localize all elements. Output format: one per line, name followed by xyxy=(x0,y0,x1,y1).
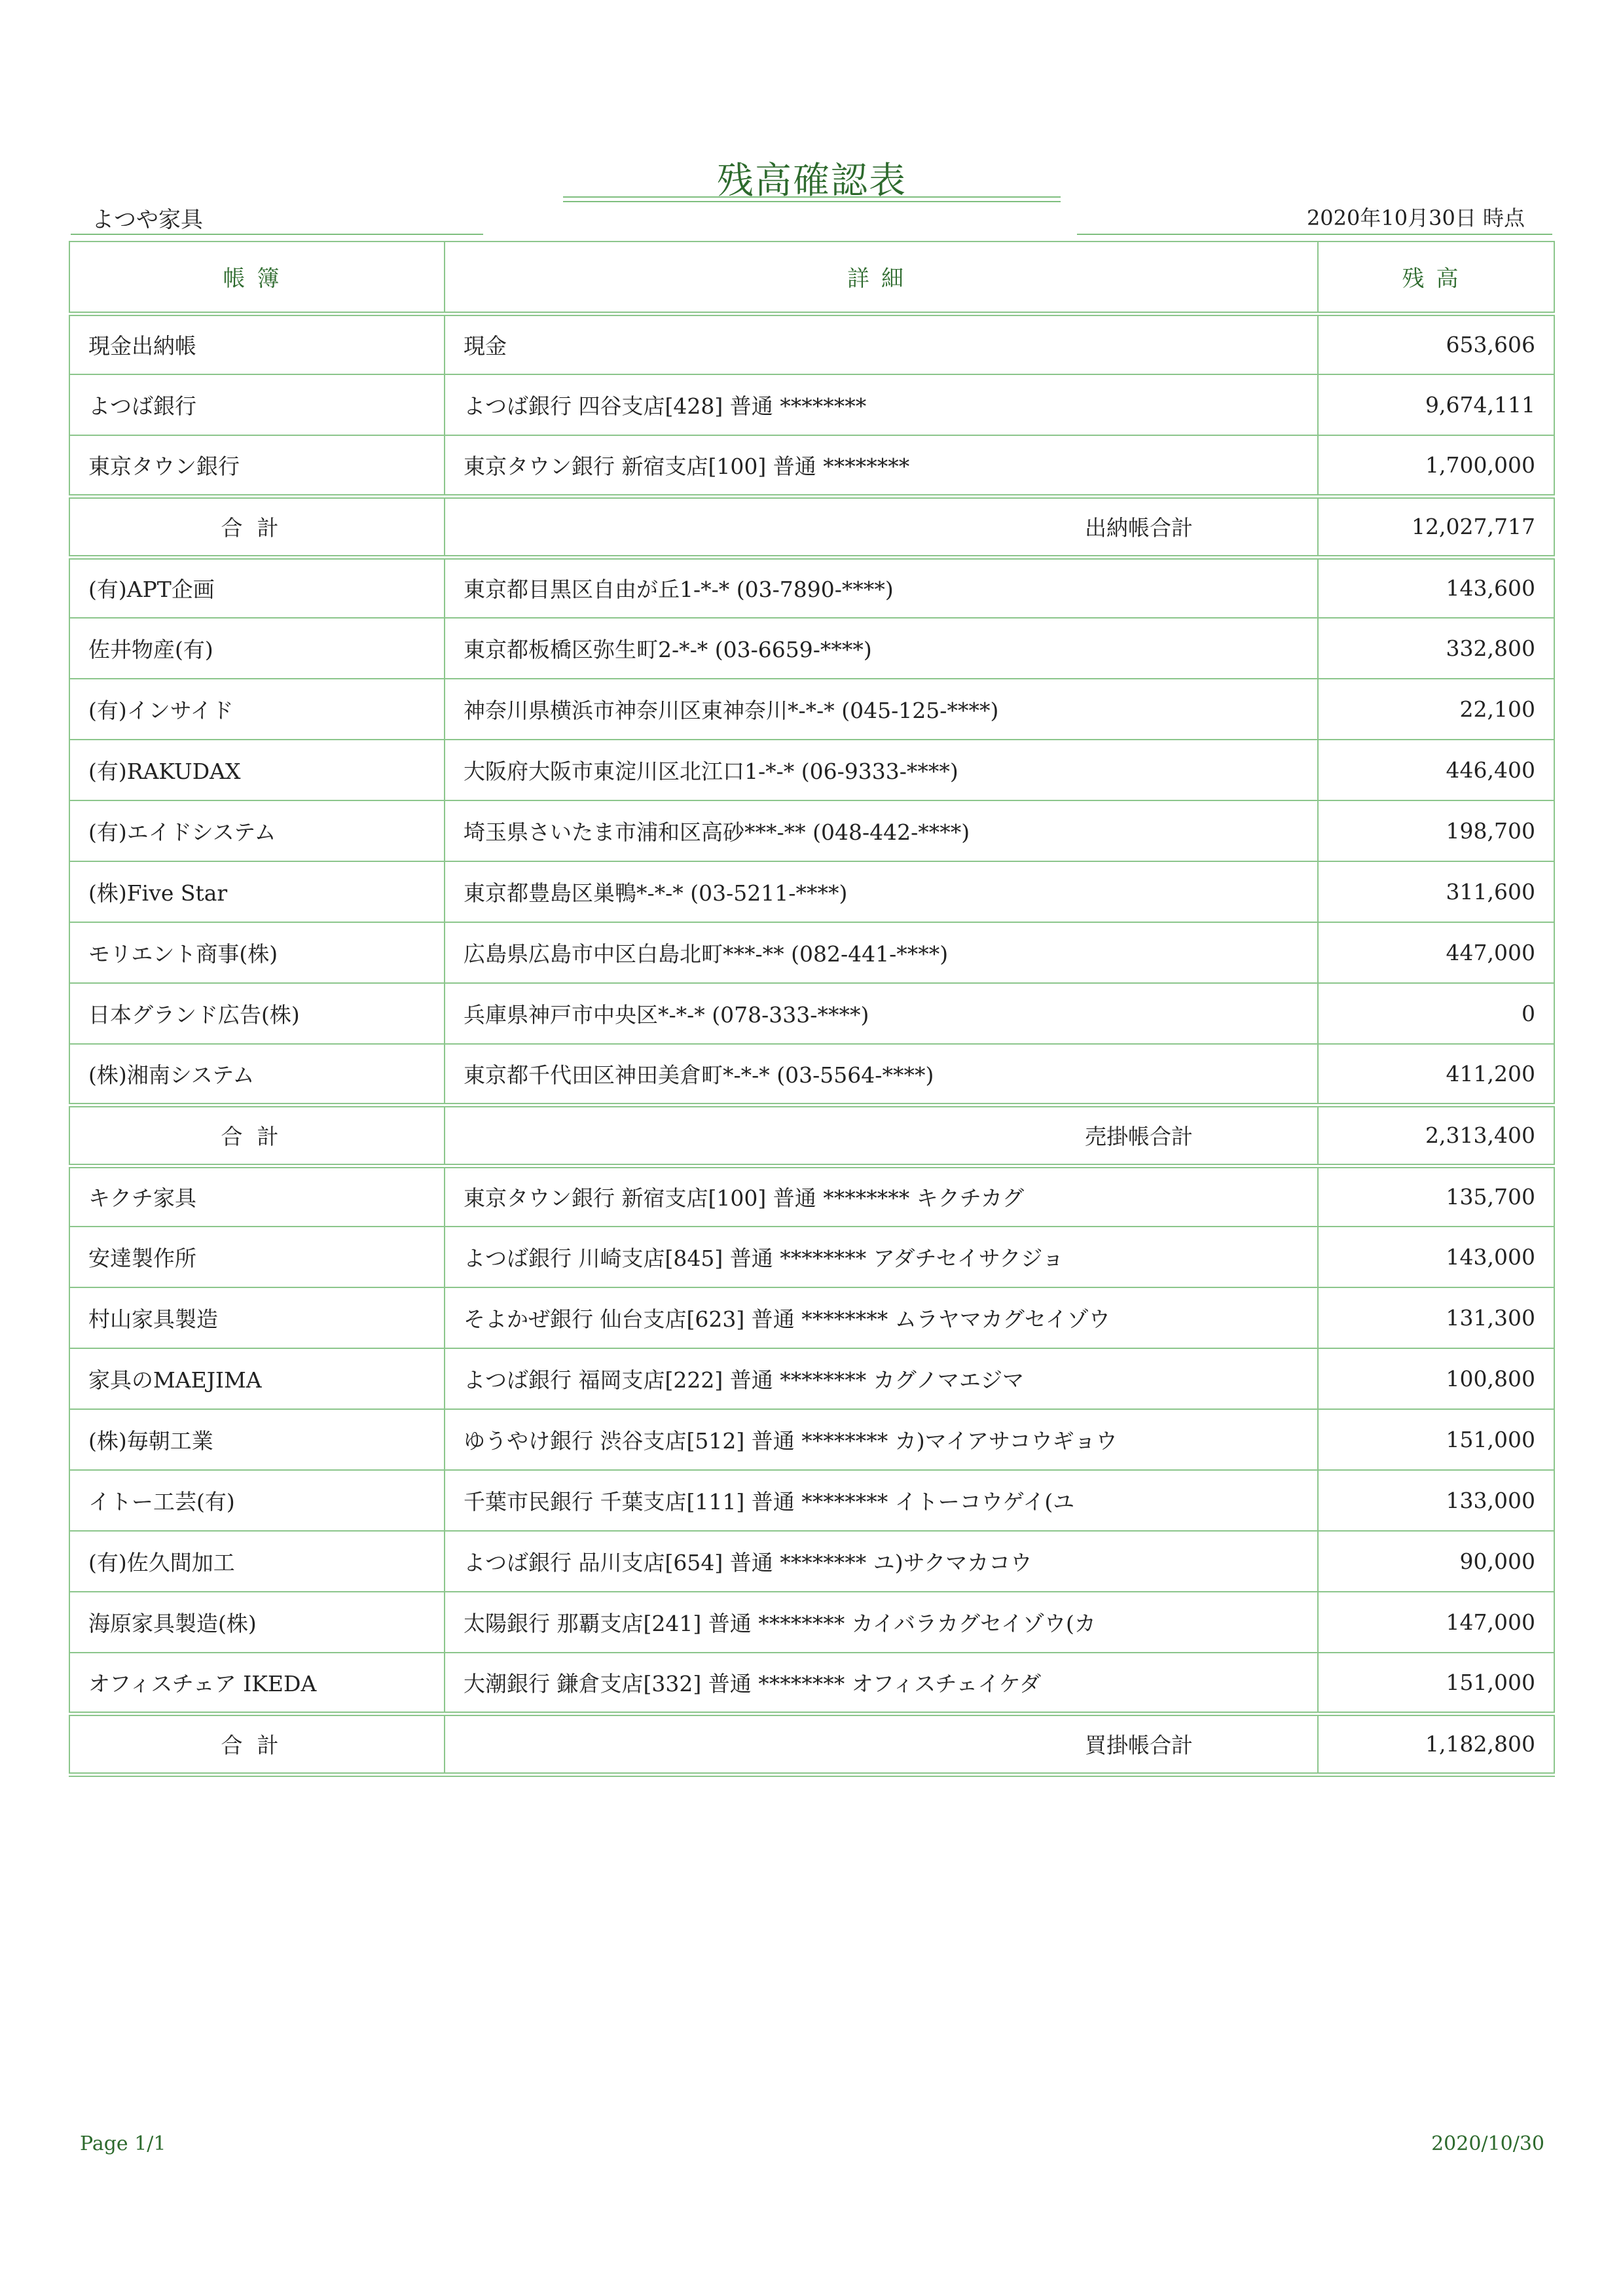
cell-detail: 太陽銀行 那覇支店[241] 普通 ******** カイバラカグセイゾウ(カ xyxy=(445,1592,1318,1653)
column-header-balance: 残高 xyxy=(1318,242,1554,314)
total-detail-label: 買掛帳合計 xyxy=(445,1713,1318,1774)
cell-detail: よつば銀行 品川支店[654] 普通 ******** ユ)サクマカコウ xyxy=(445,1531,1318,1592)
cell-ledger: 日本グランド広告(株) xyxy=(69,983,445,1044)
cell-ledger: (株)Five Star xyxy=(69,861,445,922)
cell-balance: 9,674,111 xyxy=(1318,374,1554,435)
cell-detail: 千葉市民銀行 千葉支店[111] 普通 ******** イトーコウゲイ(ユ xyxy=(445,1470,1318,1531)
table-row xyxy=(69,618,1554,679)
table-row xyxy=(69,861,1554,922)
cell-ledger: キクチ家具 xyxy=(69,1166,445,1227)
table-row xyxy=(69,922,1554,983)
table-row xyxy=(69,314,1554,374)
cell-balance: 411,200 xyxy=(1318,1044,1554,1105)
cell-detail: 東京都豊島区巣鴨*-*-* (03-5211-****) xyxy=(445,861,1318,922)
cell-detail: 東京都目黒区自由が丘1-*-* (03-7890-****) xyxy=(445,557,1318,618)
cell-ledger: よつば銀行 xyxy=(69,374,445,435)
cell-balance: 100,800 xyxy=(1318,1348,1554,1409)
cell-balance: 135,700 xyxy=(1318,1166,1554,1227)
table-row xyxy=(69,374,1554,435)
total-label: 合計 xyxy=(69,1713,445,1774)
cell-ledger: (有)エイドシステム xyxy=(69,800,445,861)
table-body xyxy=(69,314,1554,1774)
cell-detail: そよかぜ銀行 仙台支店[623] 普通 ******** ムラヤマカグセイゾウ xyxy=(445,1287,1318,1348)
table-row xyxy=(69,1044,1554,1105)
table-row xyxy=(69,1227,1554,1287)
table-row xyxy=(69,1531,1554,1592)
cell-ledger: (有)APT企画 xyxy=(69,557,445,618)
total-balance: 12,027,717 xyxy=(1318,496,1554,557)
total-row xyxy=(69,1105,1554,1166)
cell-balance: 198,700 xyxy=(1318,800,1554,861)
page-number: Page 1/1 xyxy=(80,2132,166,2155)
cell-balance: 90,000 xyxy=(1318,1531,1554,1592)
cell-balance: 332,800 xyxy=(1318,618,1554,679)
balance-table xyxy=(69,241,1555,1777)
cell-detail: 東京都板橋区弥生町2-*-* (03-6659-****) xyxy=(445,618,1318,679)
table-row xyxy=(69,800,1554,861)
table-row xyxy=(69,740,1554,800)
cell-balance: 143,600 xyxy=(1318,557,1554,618)
total-row xyxy=(69,1713,1554,1774)
table-row xyxy=(69,1653,1554,1713)
cell-detail: よつば銀行 四谷支店[428] 普通 ******** xyxy=(445,374,1318,435)
cell-balance: 311,600 xyxy=(1318,861,1554,922)
total-balance: 2,313,400 xyxy=(1318,1105,1554,1166)
cell-detail: 東京都千代田区神田美倉町*-*-* (03-5564-****) xyxy=(445,1044,1318,1105)
cell-ledger: 現金出納帳 xyxy=(69,314,445,374)
cell-balance: 131,300 xyxy=(1318,1287,1554,1348)
total-label: 合計 xyxy=(69,496,445,557)
cell-detail: 大阪府大阪市東淀川区北江口1-*-* (06-9333-****) xyxy=(445,740,1318,800)
cell-detail: 兵庫県神戸市中央区*-*-* (078-333-****) xyxy=(445,983,1318,1044)
cell-detail: 東京タウン銀行 新宿支店[100] 普通 ******** キクチカグ xyxy=(445,1166,1318,1227)
cell-detail: 広島県広島市中区白島北町***-** (082-441-****) xyxy=(445,922,1318,983)
cell-detail: よつば銀行 福岡支店[222] 普通 ******** カグノマエジマ xyxy=(445,1348,1318,1409)
page-title: 残高確認表 xyxy=(717,160,907,202)
cell-balance: 151,000 xyxy=(1318,1653,1554,1713)
footer-date: 2020/10/30 xyxy=(1431,2132,1544,2155)
cell-balance: 446,400 xyxy=(1318,740,1554,800)
cell-detail: よつば銀行 川崎支店[845] 普通 ******** アダチセイサクジョ xyxy=(445,1227,1318,1287)
cell-detail: 埼玉県さいたま市浦和区高砂***-** (048-442-****) xyxy=(445,800,1318,861)
cell-ledger: 海原家具製造(株) xyxy=(69,1592,445,1653)
cell-balance: 447,000 xyxy=(1318,922,1554,983)
cell-detail: 東京タウン銀行 新宿支店[100] 普通 ******** xyxy=(445,435,1318,496)
cell-balance: 653,606 xyxy=(1318,314,1554,374)
cell-ledger: 東京タウン銀行 xyxy=(69,435,445,496)
column-header-ledger: 帳簿 xyxy=(69,242,445,314)
cell-detail: ゆうやけ銀行 渋谷支店[512] 普通 ******** カ)マイアサコウギョウ xyxy=(445,1409,1318,1470)
table-row xyxy=(69,679,1554,740)
title-underline xyxy=(563,196,1061,198)
table-row xyxy=(69,983,1554,1044)
table-row xyxy=(69,1592,1554,1653)
total-label: 合計 xyxy=(69,1105,445,1166)
cell-balance: 133,000 xyxy=(1318,1470,1554,1531)
company-underline xyxy=(71,234,483,235)
cell-ledger: (有)佐久間加工 xyxy=(69,1531,445,1592)
cell-balance: 147,000 xyxy=(1318,1592,1554,1653)
cell-balance: 22,100 xyxy=(1318,679,1554,740)
cell-detail: 大潮銀行 鎌倉支店[332] 普通 ******** オフィスチェイケダ xyxy=(445,1653,1318,1713)
company-name: よつや家具 xyxy=(92,207,203,233)
cell-ledger: (有)インサイド xyxy=(69,679,445,740)
cell-balance: 1,700,000 xyxy=(1318,435,1554,496)
as-of-date: 2020年10月30日 時点 xyxy=(1306,206,1525,230)
table-row xyxy=(69,1348,1554,1409)
cell-detail: 現金 xyxy=(445,314,1318,374)
table-row xyxy=(69,1166,1554,1227)
cell-ledger: 佐井物産(有) xyxy=(69,618,445,679)
cell-ledger: モリエント商事(株) xyxy=(69,922,445,983)
table-row xyxy=(69,1287,1554,1348)
table-row xyxy=(69,1409,1554,1470)
table-row xyxy=(69,435,1554,496)
table-header-row xyxy=(69,242,1554,314)
total-balance: 1,182,800 xyxy=(1318,1713,1554,1774)
cell-ledger: (有)RAKUDAX xyxy=(69,740,445,800)
cell-ledger: 安達製作所 xyxy=(69,1227,445,1287)
cell-balance: 0 xyxy=(1318,983,1554,1044)
cell-ledger: オフィスチェア IKEDA xyxy=(69,1653,445,1713)
cell-ledger: (株)湘南システム xyxy=(69,1044,445,1105)
table-row xyxy=(69,1470,1554,1531)
column-header-detail: 詳細 xyxy=(445,242,1318,314)
cell-ledger: (株)毎朝工業 xyxy=(69,1409,445,1470)
title-underline-second xyxy=(563,201,1061,202)
as-of-underline xyxy=(1077,234,1552,235)
total-row xyxy=(69,496,1554,557)
cell-balance: 151,000 xyxy=(1318,1409,1554,1470)
table-row xyxy=(69,557,1554,618)
cell-balance: 143,000 xyxy=(1318,1227,1554,1287)
cell-ledger: イトー工芸(有) xyxy=(69,1470,445,1531)
cell-ledger: 家具のMAEJIMA xyxy=(69,1348,445,1409)
cell-ledger: 村山家具製造 xyxy=(69,1287,445,1348)
cell-detail: 神奈川県横浜市神奈川区東神奈川*-*-* (045-125-****) xyxy=(445,679,1318,740)
total-detail-label: 出納帳合計 xyxy=(445,496,1318,557)
total-detail-label: 売掛帳合計 xyxy=(445,1105,1318,1166)
